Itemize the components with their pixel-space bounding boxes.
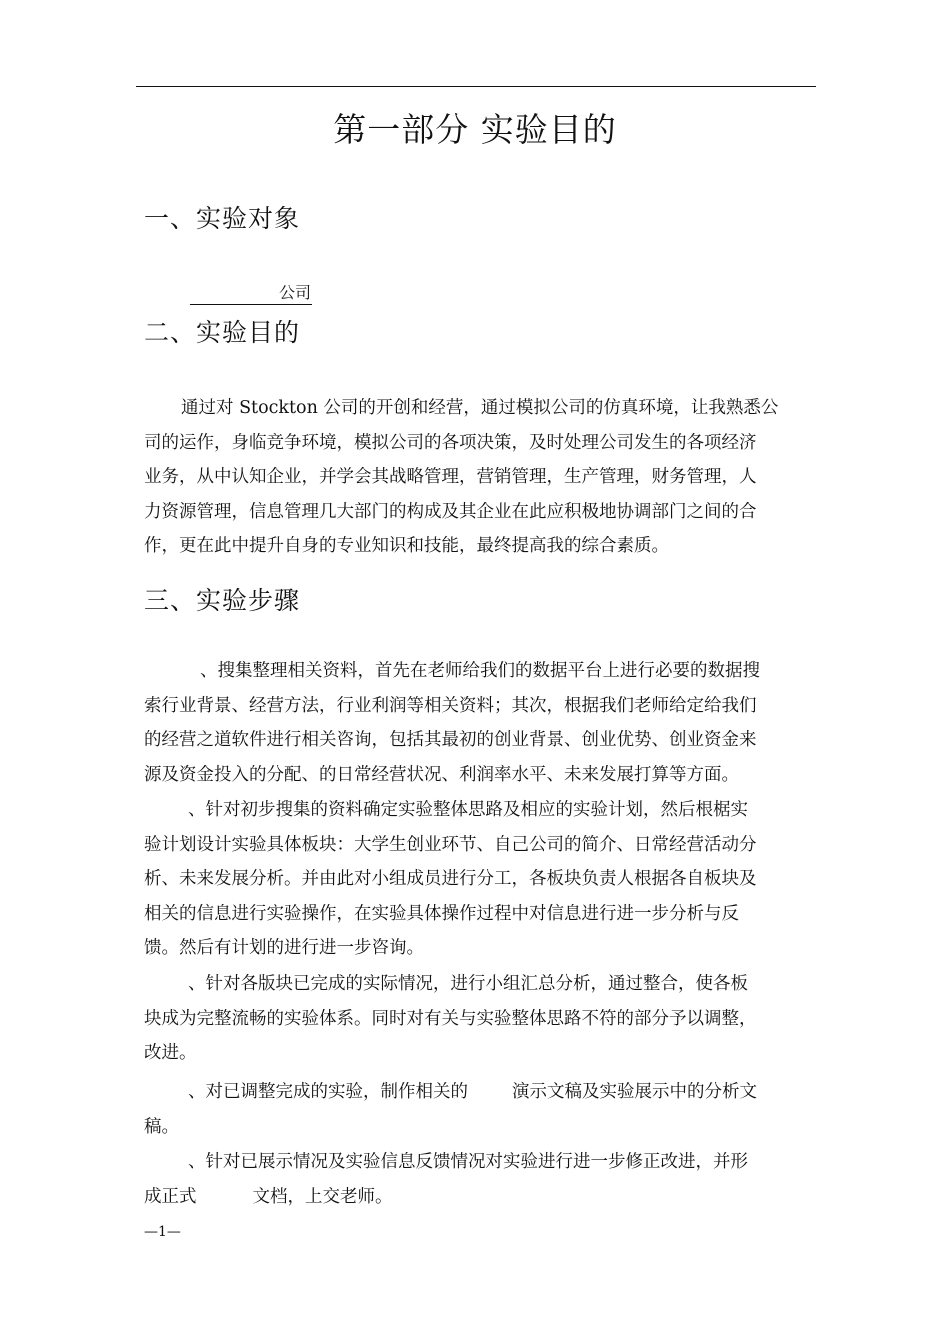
step-5-text-a: 成正式 [144,1186,197,1207]
step-2-paragraph [144,793,810,966]
section-heading-subject: 一、实验对象 [144,204,301,233]
step-4-text-a: 、对已调整完成的实验，制作相关的 [188,1082,468,1102]
step-line [144,1075,810,1110]
step-line: 索行业背景、经营方法，行业利润等相关资料；其次，根据我们老师给定给我们 [144,695,757,716]
paragraph-line: 作，更在此中提升自身的专业知识和技能，最终提高我的综合素质。 [144,536,669,557]
step-line: 相关的信息进行实验操作，在实验具体操作过程中对信息进行进一步分析与反 [144,903,739,924]
step-3-paragraph [144,967,810,1071]
step-line: 块成为完整流畅的实验体系。同时对有关与实验整体思路不符的部分予以调整， [144,1008,757,1029]
paragraph-line: 力资源管理，信息管理几大部门的构成及其企业在此应积极地协调部门之间的合 [144,501,757,522]
purpose-paragraph [144,391,810,564]
step-line: 、搜集整理相关资料，首先在老师给我们的数据平台上进行必要的数据搜 [200,661,760,681]
paragraph-line: 司的运作，身临竞争环境，模拟公司的各项决策，及时处理公司发生的各项经济 [144,432,757,453]
step-line: 稿。 [144,1116,179,1137]
step-line: 、针对已展示情况及实验信息反馈情况对实验进行进一步修正改进，并形 [188,1152,748,1172]
step-line: 析、未来发展分析。并由此对小组成员进行分工，各板块负责人根据各自板块及 [144,869,757,890]
company-label: 公司 [278,283,311,302]
step-4-text-b: 演示文稿及实验展示中的分析文 [512,1082,757,1102]
step-line: 、针对初步搜集的资料确定实验整体思路及相应的实验计划，然后根椐实 [188,800,748,820]
paragraph-line: 业务，从中认知企业，并学会其战略管理，营销管理，生产管理，财务管理，人 [144,467,757,488]
step-1-paragraph [144,654,810,792]
step-line: 改进。 [144,1043,197,1064]
paragraph-line: 通过对 Stockton 公司的开创和经营，通过模拟公司的仿真环境，让我熟悉公 [181,398,779,418]
step-line: 的经营之道软件进行相关咨询，包括其最初的创业背景、创业优势、创业资金来 [144,730,757,751]
page-number: —1— [144,1224,181,1240]
step-4-paragraph [144,1075,810,1144]
document-title: 第一部分 实验目的 [333,110,617,149]
step-line: 馈。然后有计划的进行进一步咨询。 [144,938,424,959]
step-line: 、针对各版块已完成的实际情况，进行小组汇总分析，通过整合，使各板 [188,974,748,994]
step-line: 验计划设计实验具体板块：大学生创业环节、自己公司的简介、日常经营活动分 [144,834,757,855]
company-name-blank [190,282,312,305]
header-rule [136,86,816,87]
step-5-paragraph [144,1145,810,1214]
step-line: 源及资金投入的分配、的日常经营状况、利润率水平、未来发展打算等方面。 [144,764,739,785]
step-line [144,1180,810,1215]
section-heading-purpose: 二、实验目的 [144,318,301,347]
step-5-text-b: 文档，上交老师。 [252,1186,393,1207]
section-heading-steps: 三、实验步骤 [144,586,301,615]
